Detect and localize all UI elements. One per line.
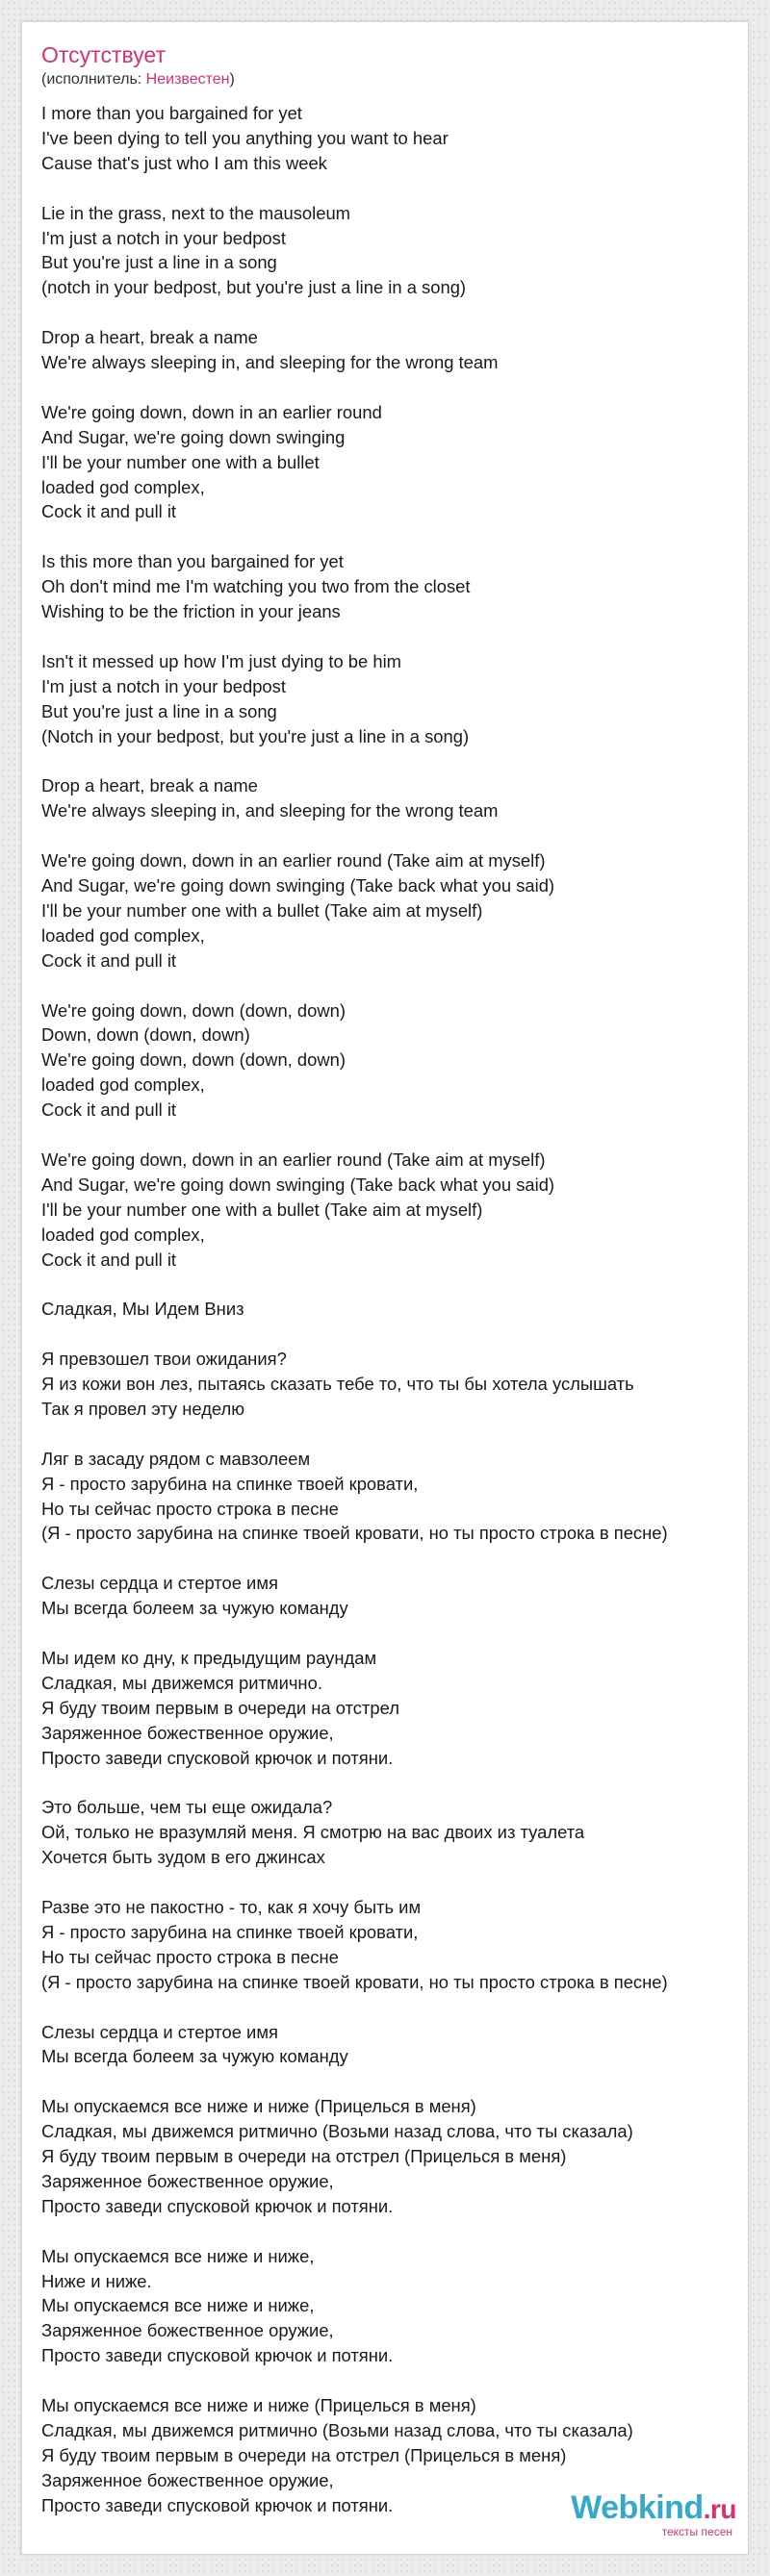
lyric-line: Просто заведи спусковой крючок и потяни. xyxy=(41,2345,394,2366)
lyric-stanza xyxy=(41,549,742,624)
lyric-line: Разве это не пакостно - то, как я хочу быть им xyxy=(41,1897,422,1917)
lyric-line: Ниже и ниже. xyxy=(41,2270,152,2291)
lyric-line: Drop a heart, break a name xyxy=(41,327,258,348)
logo-ru: .ru xyxy=(703,2494,736,2524)
lyric-line: I'll be your number one with a bullet xyxy=(41,451,320,472)
lyric-line: loaded god complex, xyxy=(41,1074,205,1096)
lyric-line: Drop a heart, break a name xyxy=(41,775,258,796)
lyric-stanza xyxy=(41,773,742,823)
lyric-line: Но ты сейчас просто строка в песне xyxy=(41,1498,339,1519)
lyric-stanza xyxy=(41,848,742,973)
lyric-line: Down, down (down, down) xyxy=(41,1024,250,1046)
lyric-line: Cock it and pull it xyxy=(41,949,177,971)
lyric-line: Заряженное божественное оружие, xyxy=(41,2170,334,2191)
lyric-line: (Я - просто зарубина на спинке твоей кровати, но ты просто строка в песне) xyxy=(41,1523,668,1544)
lyric-line: (Я - просто зарубина на спинке твоей кровати, но ты просто строка в песне) xyxy=(41,1971,668,1992)
lyric-line: I've been dying to tell you anything you want to hear xyxy=(41,127,449,148)
lyric-stanza xyxy=(41,201,742,301)
lyric-line: We're always sleeping in, and sleeping for the wrong team xyxy=(41,800,499,821)
lyric-line: I more than you bargained for yet xyxy=(41,103,302,123)
lyric-line: Cock it and pull it xyxy=(41,1099,177,1121)
site-logo[interactable] xyxy=(571,2490,736,2538)
lyric-line: Мы идем ко дну, к предыдущим раундам xyxy=(41,1647,377,1668)
lyric-line: Мы опускаемся все ниже и ниже (Прицелься в меня) xyxy=(41,2096,476,2117)
lyric-stanza xyxy=(41,998,742,1124)
lyric-line: loaded god complex, xyxy=(41,476,205,497)
lyric-stanza xyxy=(41,649,742,749)
lyric-line: And Sugar, we're going down swinging (Take back what you said) xyxy=(41,874,555,896)
lyric-line: And Sugar, we're going down swinging (Take back what you said) xyxy=(41,1174,555,1195)
lyric-line: We're going down, down in an earlier round xyxy=(41,401,382,422)
lyric-stanza xyxy=(41,2094,742,2219)
lyric-line: Ой, только не вразумляй меня. Я смотрю на вас двоих из туалета xyxy=(41,1822,585,1843)
song-title: Отсутствует xyxy=(41,42,166,67)
lyric-line: We're going down, down in an earlier round (Take aim at myself) xyxy=(41,1149,546,1170)
lyric-stanza xyxy=(41,325,742,375)
lyric-line: Мы опускаемся все ниже и ниже, xyxy=(41,2295,315,2316)
lyric-line: We're going down, down (down, down) xyxy=(41,999,346,1021)
lyric-line: Сладкая, мы движемся ритмично. xyxy=(41,1672,322,1693)
lyric-stanza xyxy=(41,1148,742,1273)
lyric-line: Cause that's just who I am this week xyxy=(41,152,327,173)
lyric-line: Cock it and pull it xyxy=(41,1249,177,1270)
artist-suffix: ) xyxy=(229,71,235,88)
lyric-stanza xyxy=(41,1297,742,1322)
logo-kind: kind xyxy=(637,2489,704,2526)
lyric-line: And Sugar, we're going down swinging xyxy=(41,426,346,447)
artist-line xyxy=(41,70,235,89)
lyric-line: Мы всегда болеем за чужую команду xyxy=(41,1598,348,1619)
artist-prefix: (исполнитель: xyxy=(41,71,146,88)
lyric-line: I'm just a notch in your bedpost xyxy=(41,227,286,248)
lyric-line: Просто заведи спусковой крючок и потяни. xyxy=(41,1747,394,1768)
lyric-line: Я - просто зарубина на спинке твоей кровати, xyxy=(41,1473,419,1494)
lyric-line: I'll be your number one with a bullet (Take aim at myself) xyxy=(41,1199,483,1220)
lyric-line: Я буду твоим первым в очереди на отстрел xyxy=(41,1697,399,1718)
lyrics-card xyxy=(21,21,749,2555)
lyric-stanza xyxy=(41,1795,742,1870)
lyric-line: Слезы сердца и стертое имя xyxy=(41,1573,278,1594)
lyric-line: But you're just a line in a song xyxy=(41,700,277,721)
lyric-line: Но ты сейчас просто строка в песне xyxy=(41,1946,339,1967)
artist-link[interactable]: Неизвестен xyxy=(145,71,230,88)
lyric-line: Сладкая, Мы Идем Вниз xyxy=(41,1299,244,1320)
lyric-line: Ляг в засаду рядом с мавзолеем xyxy=(41,1448,311,1469)
lyric-line: loaded god complex, xyxy=(41,1224,205,1245)
lyric-stanza xyxy=(41,101,742,176)
lyric-stanza xyxy=(41,1895,742,1995)
lyric-line: Заряженное божественное оружие, xyxy=(41,2320,334,2341)
lyric-line: But you're just a line in a song xyxy=(41,252,277,273)
lyric-stanza xyxy=(41,1646,742,1771)
lyric-line: Я - просто зарубина на спинке твоей кровати, xyxy=(41,1921,419,1942)
lyric-line: Мы всегда болеем за чужую команду xyxy=(41,2046,348,2067)
lyric-line: Is this more than you bargained for yet xyxy=(41,551,344,572)
lyric-line: I'll be your number one with a bullet (Take aim at myself) xyxy=(41,899,483,921)
lyric-stanza xyxy=(41,2244,742,2369)
lyric-line: (notch in your bedpost, but you're just a line in a song) xyxy=(41,277,467,298)
lyric-line: (Notch in your bedpost, but you're just a line in a song) xyxy=(41,725,470,746)
lyric-line: Заряженное божественное оружие, xyxy=(41,1722,334,1743)
lyric-stanza xyxy=(41,1571,742,1621)
lyric-line: Сладкая, мы движемся ритмично (Возьми назад слова, что ты сказала) xyxy=(41,2419,633,2440)
lyric-line: We're always sleeping in, and sleeping for the wrong team xyxy=(41,352,499,373)
lyric-line: Lie in the grass, next to the mausoleum xyxy=(41,202,350,223)
lyric-line: Это больше, чем ты еще ожидала? xyxy=(41,1797,333,1818)
lyric-stanza xyxy=(41,1447,742,1547)
lyric-line: Так я провел эту неделю xyxy=(41,1398,245,1419)
lyric-line: Wishing to be the friction in your jeans xyxy=(41,601,341,622)
lyric-line: Хочется быть зудом в его джинсах xyxy=(41,1847,325,1868)
lyric-stanza xyxy=(41,400,742,525)
lyric-line: Я из кожи вон лез, пытаясь сказать тебе то, что ты бы хотела услышать xyxy=(41,1374,634,1395)
lyric-line: Я буду твоим первым в очереди на отстрел (Прицелься в меня) xyxy=(41,2146,567,2167)
lyric-line: Cock it and pull it xyxy=(41,501,177,522)
lyric-line: I'm just a notch in your bedpost xyxy=(41,675,286,696)
logo-tagline: тексты песен xyxy=(661,2525,732,2538)
lyric-line: Слезы сердца и стертое имя xyxy=(41,2021,278,2042)
lyric-line: Просто заведи спусковой крючок и потяни. xyxy=(41,2494,394,2515)
lyric-line: Oh don't mind me I'm watching you two from the closet xyxy=(41,576,471,597)
lyric-line: Сладкая, мы движемся ритмично (Возьми назад слова, что ты сказала) xyxy=(41,2121,633,2142)
lyric-line: We're going down, down (down, down) xyxy=(41,1049,346,1071)
lyrics-text xyxy=(41,101,742,2518)
lyric-line: Просто заведи спусковой крючок и потяни. xyxy=(41,2195,394,2216)
lyric-line: Заряженное божественное оружие, xyxy=(41,2469,334,2490)
lyric-stanza xyxy=(41,2020,742,2070)
lyric-stanza xyxy=(41,1347,742,1422)
lyric-line: Isn't it messed up how I'm just dying to be him xyxy=(41,650,401,671)
lyric-line: Мы опускаемся все ниже и ниже (Прицелься в меня) xyxy=(41,2395,476,2416)
lyric-line: We're going down, down in an earlier round (Take aim at myself) xyxy=(41,850,546,871)
logo-web: Web xyxy=(571,2489,638,2526)
lyric-line: loaded god complex, xyxy=(41,924,205,946)
lyric-line: Я буду твоим первым в очереди на отстрел (Прицелься в меня) xyxy=(41,2444,567,2465)
lyric-line: Я превзошел твои ожидания? xyxy=(41,1349,287,1370)
logo-wordmark xyxy=(571,2490,736,2527)
lyric-line: Мы опускаемся все ниже и ниже, xyxy=(41,2245,315,2266)
